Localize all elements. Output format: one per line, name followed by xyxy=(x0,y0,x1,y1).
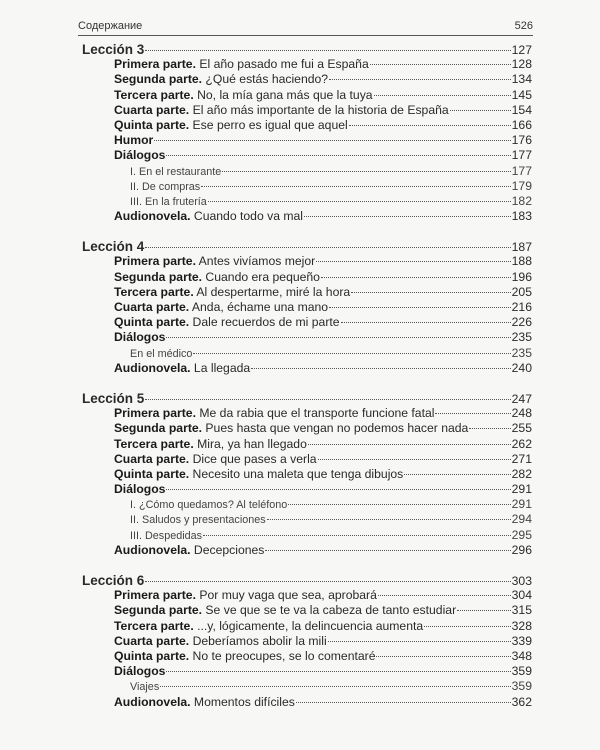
entry-label: Diálogos xyxy=(114,330,166,345)
entry-label: Tercera parte. xyxy=(114,618,194,633)
entry-text: No te preocupes, se lo comentaré xyxy=(189,648,376,663)
entry-page-number: 179 xyxy=(511,178,532,193)
toc-entry[interactable] xyxy=(82,634,532,649)
entry-title xyxy=(114,695,295,710)
toc-entry[interactable] xyxy=(82,619,532,634)
entry-text: Dale recuerdos de mi parte xyxy=(189,315,340,330)
entry-page-number: 291 xyxy=(511,482,532,497)
entry-title xyxy=(114,72,328,87)
entry-title xyxy=(114,603,456,618)
entry-text: Viajes xyxy=(130,681,160,694)
entry-page-number: 271 xyxy=(511,451,532,466)
entry-label: Diálogos xyxy=(114,148,166,163)
dot-leader xyxy=(308,444,511,445)
lesson-page-number: 187 xyxy=(511,240,532,255)
entry-page-number: 182 xyxy=(511,193,532,208)
entry-title xyxy=(130,498,287,513)
toc-subentry[interactable] xyxy=(82,194,532,209)
entry-label: Primera parte. xyxy=(114,406,196,421)
entry-title xyxy=(114,315,340,330)
dot-leader xyxy=(329,79,511,80)
entry-text: Decepciones xyxy=(190,542,265,557)
toc-subentry[interactable] xyxy=(82,679,532,694)
lesson-page-number: 303 xyxy=(511,574,532,588)
dot-leader xyxy=(166,337,510,338)
lesson-title: Lección 6 xyxy=(82,573,145,588)
entry-text: Ese perro es igual que aquel xyxy=(189,117,348,132)
entry-text: Se ve que se te va la cabeza de tanto estudiar xyxy=(202,603,457,618)
entry-title xyxy=(130,165,221,180)
toc-subentry[interactable] xyxy=(82,164,532,179)
entry-text: III. Despedidas xyxy=(130,529,203,542)
entry-text: Cuando todo va mal xyxy=(190,209,303,224)
toc-lesson-heading[interactable] xyxy=(82,42,532,57)
entry-text: Cuando era pequeño xyxy=(202,269,320,284)
entry-label: Audionovela. xyxy=(114,209,191,224)
entry-page-number: 240 xyxy=(511,360,532,375)
lesson-title: Lección 5 xyxy=(82,390,145,406)
toc-entry[interactable] xyxy=(82,406,532,421)
entry-text: ¿Qué estás haciendo? xyxy=(202,72,329,87)
entry-page-number: 291 xyxy=(511,497,532,512)
entry-label: Segunda parte. xyxy=(114,603,203,618)
entry-page-number: 177 xyxy=(511,148,532,163)
entry-text: III. En la frutería xyxy=(130,195,207,208)
entry-title xyxy=(114,300,328,315)
entry-title xyxy=(130,529,202,544)
entry-label: Tercera parte. xyxy=(114,436,194,451)
entry-text: II. Saludos y presentaciones xyxy=(130,514,266,527)
entry-text: Momentos difíciles xyxy=(190,694,295,709)
entry-label: Primera parte. xyxy=(114,588,196,603)
toc-entry[interactable] xyxy=(82,437,532,452)
entry-title xyxy=(114,437,307,452)
entry-page-number: 226 xyxy=(511,315,532,330)
toc-entry[interactable] xyxy=(82,103,532,118)
entry-page-number: 145 xyxy=(511,87,532,102)
entry-title xyxy=(114,330,165,345)
entry-title xyxy=(114,361,250,376)
lesson-page-number: 127 xyxy=(511,43,532,57)
entry-text: El año más importante de la historia de España xyxy=(189,102,449,117)
entry-title xyxy=(130,680,159,695)
entry-label: Primera parte. xyxy=(114,254,196,269)
entry-text: ...y, lógicamente, la delincuencia aumenta xyxy=(193,618,424,633)
entry-title xyxy=(130,180,200,195)
dot-leader xyxy=(378,595,511,596)
toc-entry[interactable] xyxy=(82,482,532,497)
entry-label: Segunda parte. xyxy=(114,269,203,284)
entry-page-number: 235 xyxy=(511,330,532,345)
toc-entry[interactable] xyxy=(82,543,532,558)
toc-entry[interactable] xyxy=(82,254,532,269)
entry-page-number: 339 xyxy=(511,633,532,648)
entry-title xyxy=(114,649,375,664)
entry-page-number: 294 xyxy=(511,512,532,527)
page-number: 526 xyxy=(514,20,533,32)
toc-subentry[interactable] xyxy=(82,179,532,194)
entry-title xyxy=(130,513,266,528)
lesson-title: Lección 3 xyxy=(82,42,145,57)
entry-page-number: 188 xyxy=(511,254,532,269)
entry-title xyxy=(130,195,207,210)
entry-title xyxy=(114,254,315,269)
entry-page-number: 248 xyxy=(511,406,532,421)
entry-page-number: 176 xyxy=(511,133,532,148)
toc-entry[interactable] xyxy=(82,315,532,330)
entry-title xyxy=(114,270,320,285)
entry-page-number: 296 xyxy=(511,542,532,557)
entry-text: No, la mía gana más que la tuya xyxy=(193,87,373,102)
entry-page-number: 348 xyxy=(511,648,532,663)
dot-leader xyxy=(318,459,511,460)
entry-label: Segunda parte. xyxy=(114,421,203,436)
dot-leader xyxy=(203,535,511,536)
lesson-spacer xyxy=(82,376,532,391)
entry-title xyxy=(114,103,449,118)
dot-leader xyxy=(208,201,511,202)
entry-page-number: 359 xyxy=(511,679,532,694)
entry-title xyxy=(114,133,153,148)
entry-page-number: 235 xyxy=(511,345,532,360)
entry-text: Mira, ya han llegado xyxy=(193,436,307,451)
toc-lesson-heading[interactable] xyxy=(82,239,532,254)
entry-label: Audionovela. xyxy=(114,694,191,709)
dot-leader xyxy=(341,322,511,323)
entry-text: II. De compras xyxy=(130,180,201,193)
dot-leader xyxy=(349,125,511,126)
toc-entry[interactable] xyxy=(82,452,532,467)
entry-label: Tercera parte. xyxy=(114,87,194,102)
entry-page-number: 205 xyxy=(511,284,532,299)
entry-page-number: 262 xyxy=(511,436,532,451)
dot-leader xyxy=(201,186,510,187)
entry-text: En el médico xyxy=(130,347,193,360)
entry-page-number: 295 xyxy=(511,527,532,542)
entry-text: El año pasado me fui a España xyxy=(195,57,369,72)
toc-subentry[interactable] xyxy=(82,528,532,543)
dot-leader xyxy=(450,110,511,111)
dot-leader xyxy=(374,95,511,96)
entry-label: Quinta parte. xyxy=(114,117,190,132)
entry-label: Audionovela. xyxy=(114,360,191,375)
entry-text: Pues hasta que vengan no podemos hacer nada xyxy=(202,421,469,436)
toc-entry[interactable] xyxy=(82,300,532,315)
toc-entry[interactable] xyxy=(82,133,532,148)
entry-title xyxy=(114,406,434,421)
dot-leader xyxy=(265,550,510,551)
toc-entry[interactable] xyxy=(82,270,532,285)
entry-title xyxy=(114,543,264,558)
entry-page-number: 177 xyxy=(511,163,532,178)
toc-entry[interactable] xyxy=(82,588,532,603)
entry-page-number: 183 xyxy=(511,209,532,224)
toc-entry[interactable] xyxy=(82,467,532,482)
toc-entry[interactable] xyxy=(82,603,532,618)
entry-page-number: 216 xyxy=(511,300,532,314)
entry-page-number: 362 xyxy=(511,694,532,709)
entry-title xyxy=(114,452,317,467)
dot-leader xyxy=(145,247,510,248)
section-title: Содержание xyxy=(78,20,143,32)
entry-page-number: 315 xyxy=(511,603,532,618)
toc-entry[interactable] xyxy=(82,88,532,103)
toc-entry[interactable] xyxy=(82,330,532,345)
entry-title xyxy=(114,482,165,497)
lesson-spacer xyxy=(82,224,532,239)
dot-leader xyxy=(193,353,510,354)
toc-subentry[interactable] xyxy=(82,512,532,527)
dot-leader xyxy=(404,474,510,475)
toc-entry[interactable] xyxy=(82,649,532,664)
entry-label: Cuarta parte. xyxy=(114,451,190,466)
dot-leader xyxy=(145,50,510,51)
dot-leader xyxy=(296,702,511,703)
entry-title xyxy=(114,467,403,482)
entry-text: Al despertarme, miré la hora xyxy=(193,284,351,299)
lesson-spacer xyxy=(82,558,532,573)
entry-title xyxy=(114,634,327,649)
toc-entry[interactable] xyxy=(82,209,532,224)
entry-page-number: 154 xyxy=(511,102,532,117)
dot-leader xyxy=(435,413,510,414)
entry-page-number: 328 xyxy=(511,618,532,633)
dot-leader xyxy=(166,489,510,490)
dot-leader xyxy=(154,140,510,141)
dot-leader xyxy=(166,671,510,672)
entry-label: Quinta parte. xyxy=(114,466,190,481)
entry-label: Cuarta parte. xyxy=(114,633,190,648)
toc-entry[interactable] xyxy=(82,118,532,133)
entry-text: Por muy vaga que sea, aprobará xyxy=(195,588,377,603)
toc-subentry[interactable] xyxy=(82,497,532,512)
running-header xyxy=(78,15,533,36)
entry-title xyxy=(130,347,192,362)
toc-entry[interactable] xyxy=(82,361,532,376)
lesson-page-number: 247 xyxy=(511,391,532,406)
dot-leader xyxy=(370,64,511,65)
entry-page-number: 128 xyxy=(511,57,532,72)
toc-entry[interactable] xyxy=(82,664,532,679)
entry-label: Primera parte. xyxy=(114,57,196,72)
dot-leader xyxy=(267,519,511,520)
dot-leader xyxy=(316,261,510,262)
dot-leader xyxy=(424,626,511,627)
entry-text: Dice que pases a verla xyxy=(189,451,317,466)
entry-label: Diálogos xyxy=(114,664,166,679)
entry-text: Anda, échame una mano xyxy=(189,300,329,314)
entry-title xyxy=(114,285,350,300)
dot-leader xyxy=(351,292,510,293)
entry-title xyxy=(114,118,348,133)
entry-label: Tercera parte. xyxy=(114,284,194,299)
dot-leader xyxy=(166,155,510,156)
entry-title xyxy=(114,664,165,679)
entry-page-number: 166 xyxy=(511,117,532,132)
entry-label: Diálogos xyxy=(114,482,166,497)
entry-label: Audionovela. xyxy=(114,542,191,557)
entry-title xyxy=(114,588,377,603)
toc-entry[interactable] xyxy=(82,57,532,72)
entry-title xyxy=(114,88,373,103)
toc-entry[interactable] xyxy=(82,421,532,436)
dot-leader xyxy=(376,656,510,657)
entry-label: Quinta parte. xyxy=(114,648,190,663)
dot-leader xyxy=(328,641,511,642)
toc-entry[interactable] xyxy=(82,695,532,710)
entry-text: Necesito una maleta que tenga dibujos xyxy=(189,466,404,481)
dot-leader xyxy=(222,171,510,172)
dot-leader xyxy=(304,216,511,217)
entry-label: Quinta parte. xyxy=(114,315,190,330)
entry-text: I. En el restaurante xyxy=(130,165,222,178)
entry-page-number: 282 xyxy=(511,466,532,481)
entry-title xyxy=(114,421,468,436)
entry-title xyxy=(114,57,369,72)
dot-leader xyxy=(251,368,510,369)
toc-entry[interactable] xyxy=(82,148,532,163)
dot-leader xyxy=(288,504,510,505)
entry-title xyxy=(114,148,165,163)
toc-lesson-heading[interactable] xyxy=(82,391,532,406)
toc-lesson-heading[interactable] xyxy=(82,573,532,588)
entry-text: Antes vivíamos mejor xyxy=(195,254,316,269)
dot-leader xyxy=(160,686,510,687)
entry-label: Cuarta parte. xyxy=(114,300,190,314)
toc-subentry[interactable] xyxy=(82,346,532,361)
entry-label: Humor xyxy=(114,133,154,148)
entry-label: Cuarta parte. xyxy=(114,102,190,117)
entry-text: La llegada xyxy=(190,360,251,375)
entry-page-number: 359 xyxy=(511,664,532,679)
entry-title xyxy=(114,619,423,634)
dot-leader xyxy=(321,277,511,278)
toc-entry[interactable] xyxy=(82,285,532,300)
toc-entry[interactable] xyxy=(82,72,532,87)
dot-leader xyxy=(457,610,511,611)
dot-leader xyxy=(329,307,511,308)
entry-page-number: 255 xyxy=(511,421,532,436)
entry-text: I. ¿Cómo quedamos? Al teléfono xyxy=(130,499,288,512)
entry-title xyxy=(114,209,303,224)
dot-leader xyxy=(145,581,510,582)
entry-text: Me da rabia que el transporte funcione fatal xyxy=(195,406,435,421)
table-of-contents xyxy=(82,42,532,710)
entry-label: Segunda parte. xyxy=(114,72,203,87)
entry-text: Deberíamos abolir la mili xyxy=(189,633,327,648)
entry-page-number: 134 xyxy=(511,72,532,87)
dot-leader xyxy=(145,399,510,400)
entry-page-number: 304 xyxy=(511,588,532,603)
lesson-title: Lección 4 xyxy=(82,239,145,255)
entry-page-number: 196 xyxy=(511,269,532,284)
dot-leader xyxy=(469,428,510,429)
